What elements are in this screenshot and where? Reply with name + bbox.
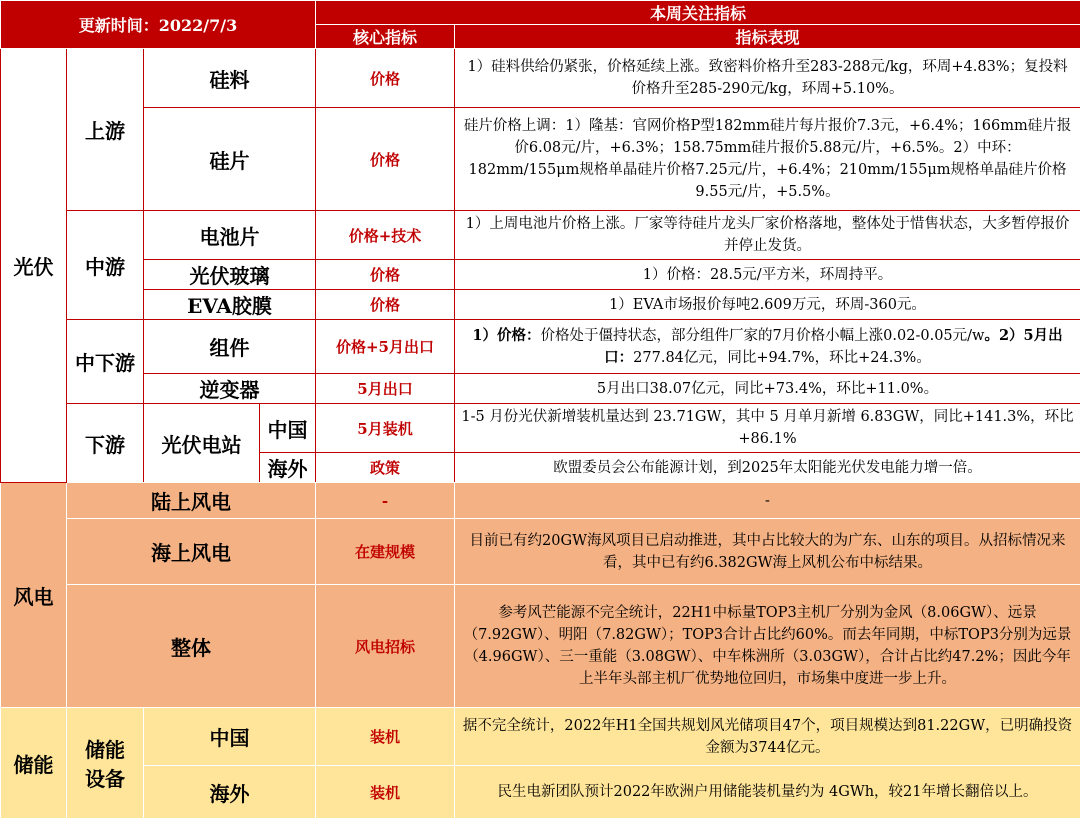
pv-midstream: 中游 — [67, 211, 144, 320]
perf-module-export-text: 277.84亿元，同比+94.7%，环比+24.3%。 — [633, 350, 931, 366]
item-silicon-material: 硅料 — [144, 49, 316, 108]
perf-silicon-material: 1）硅料供给仍紧张，价格延续上涨。致密料价格升至283-288元/kg，环周+4.83%；复投料价格升至285-290元/kg，环周+5.10%。 — [455, 49, 1080, 108]
item-eva: EVA胶膜 — [144, 290, 316, 320]
item-module: 组件 — [144, 320, 316, 374]
indicator-glass: 价格 — [316, 260, 455, 290]
item-storage-overseas: 海外 — [144, 766, 316, 819]
section-pv: 光伏 — [1, 49, 67, 483]
perf-station-china: 1-5 月份光伏新增装机量达到 23.71GW，其中 5 月单月新增 6.83GW，同比+141.3%，环比+86.1% — [455, 404, 1080, 453]
indicator-storage-overseas: 装机 — [316, 766, 455, 819]
update-time: 更新时间：2022/7/3 — [1, 1, 316, 49]
storage-equipment: 储能设备 — [67, 708, 144, 819]
perf-cell: 1）上周电池片价格上涨。厂家等待硅片龙头厂家价格落地，整体处于惜售状态，大多暂停报价并停止发货。 — [455, 211, 1080, 260]
indicator-inverter: 5月出口 — [316, 374, 455, 404]
perf-offshore-wind: 目前已有约20GW海风项目已启动推进，其中占比较大的为广东、山东的项目。从招标情况来看，其中已有约6.382GW海上风机公布中标结果。 — [455, 519, 1080, 585]
indicator-storage-china: 装机 — [316, 708, 455, 766]
item-wafer: 硅片 — [144, 108, 316, 211]
indicator-onshore-wind: - — [316, 483, 455, 519]
indicator-station-overseas: 政策 — [316, 453, 455, 483]
item-wind-overall: 整体 — [67, 585, 316, 708]
item-offshore-wind: 海上风电 — [67, 519, 316, 585]
perf-storage-china: 据不完全统计，2022年H1全国共规划风光储项目47个，项目规模达到81.22GW，已明确投资金额为3744亿元。 — [455, 708, 1080, 766]
perf-module-export-label: 。2）5月出口： — [604, 327, 1062, 366]
item-storage-china: 中国 — [144, 708, 316, 766]
indicator-wafer: 价格 — [316, 108, 455, 211]
perf-module-price-text: 价格处于僵持状态，部分组件厂家的7月价格小幅上涨0.02-0.05元/w — [540, 328, 984, 344]
indicator-offshore-wind: 在建规模 — [316, 519, 455, 585]
item-station-china: 中国 — [260, 404, 316, 453]
perf-eva: 1）EVA市场报价每吨2.609万元，环周-360元。 — [455, 290, 1080, 320]
perf-module-price-label: 1）价格： — [472, 327, 540, 344]
indicator-station-china: 5月装机 — [316, 404, 455, 453]
pv-downstream: 下游 — [67, 404, 144, 483]
indicator-eva: 价格 — [316, 290, 455, 320]
table-title: 本周关注指标 — [316, 1, 1080, 25]
perf-wafer: 硅片价格上调：1）隆基：官网价格P型182mm硅片每片报价7.3元，+6.4%；166mm硅片报价6.08元/片，+6.3%；158.75mm硅片报价5.88元/片，+6.5%。2）中环：182mm/155μm规格单晶硅片价格7.25元/片，+6.4%；210mm/155μm规格单晶硅片价格9.55元/片，+5.5%。 — [455, 108, 1080, 211]
item-glass: 光伏玻璃 — [144, 260, 316, 290]
pv-mid-downstream: 中下游 — [67, 320, 144, 404]
perf-onshore-wind: - — [455, 483, 1080, 519]
perf-storage-overseas: 民生电新团队预计2022年欧洲户用储能装机量约为 4GWh，较21年增长翻倍以上。 — [455, 766, 1080, 819]
section-wind: 风电 — [1, 483, 67, 708]
perf-inverter: 5月出口38.07亿元，同比+73.4%，环比+11.0%。 — [455, 374, 1080, 404]
item-inverter: 逆变器 — [144, 374, 316, 404]
perf-glass: 1）价格：28.5元/平方米，环周持平。 — [455, 260, 1080, 290]
core-indicator-header: 核心指标 — [316, 25, 455, 49]
item-onshore-wind: 陆上风电 — [67, 483, 316, 519]
item-station-overseas: 海外 — [260, 453, 316, 483]
pv-upstream: 上游 — [67, 49, 144, 211]
indicator-module: 价格+5月出口 — [316, 320, 455, 374]
indicator-silicon-material: 价格 — [316, 49, 455, 108]
indicator-cell: 价格+技术 — [316, 211, 455, 260]
perf-wind-overall: 参考风芒能源不完全统计，22H1中标量TOP3主机厂分别为金风（8.06GW）、远景（7.92GW）、明阳（7.82GW）；TOP3合计占比约60%。而去年同期，中标TOP3分别为远景（4.96GW）、三一重能（3.08GW）、中车株洲所（3.03GW），合计占比约47.2%；因此今年上半年头部主机厂优势地位回归，市场集中度进一步上升。 — [455, 585, 1080, 708]
item-pv-station: 光伏电站 — [144, 404, 260, 483]
indicator-wind-overall: 风电招标 — [316, 585, 455, 708]
perf-module — [455, 320, 1080, 374]
item-cell: 电池片 — [144, 211, 316, 260]
performance-header: 指标表现 — [455, 25, 1080, 49]
perf-station-overseas: 欧盟委员会公布能源计划，到2025年太阳能光伏发电能力增一倍。 — [455, 453, 1080, 483]
section-storage: 储能 — [1, 708, 67, 819]
